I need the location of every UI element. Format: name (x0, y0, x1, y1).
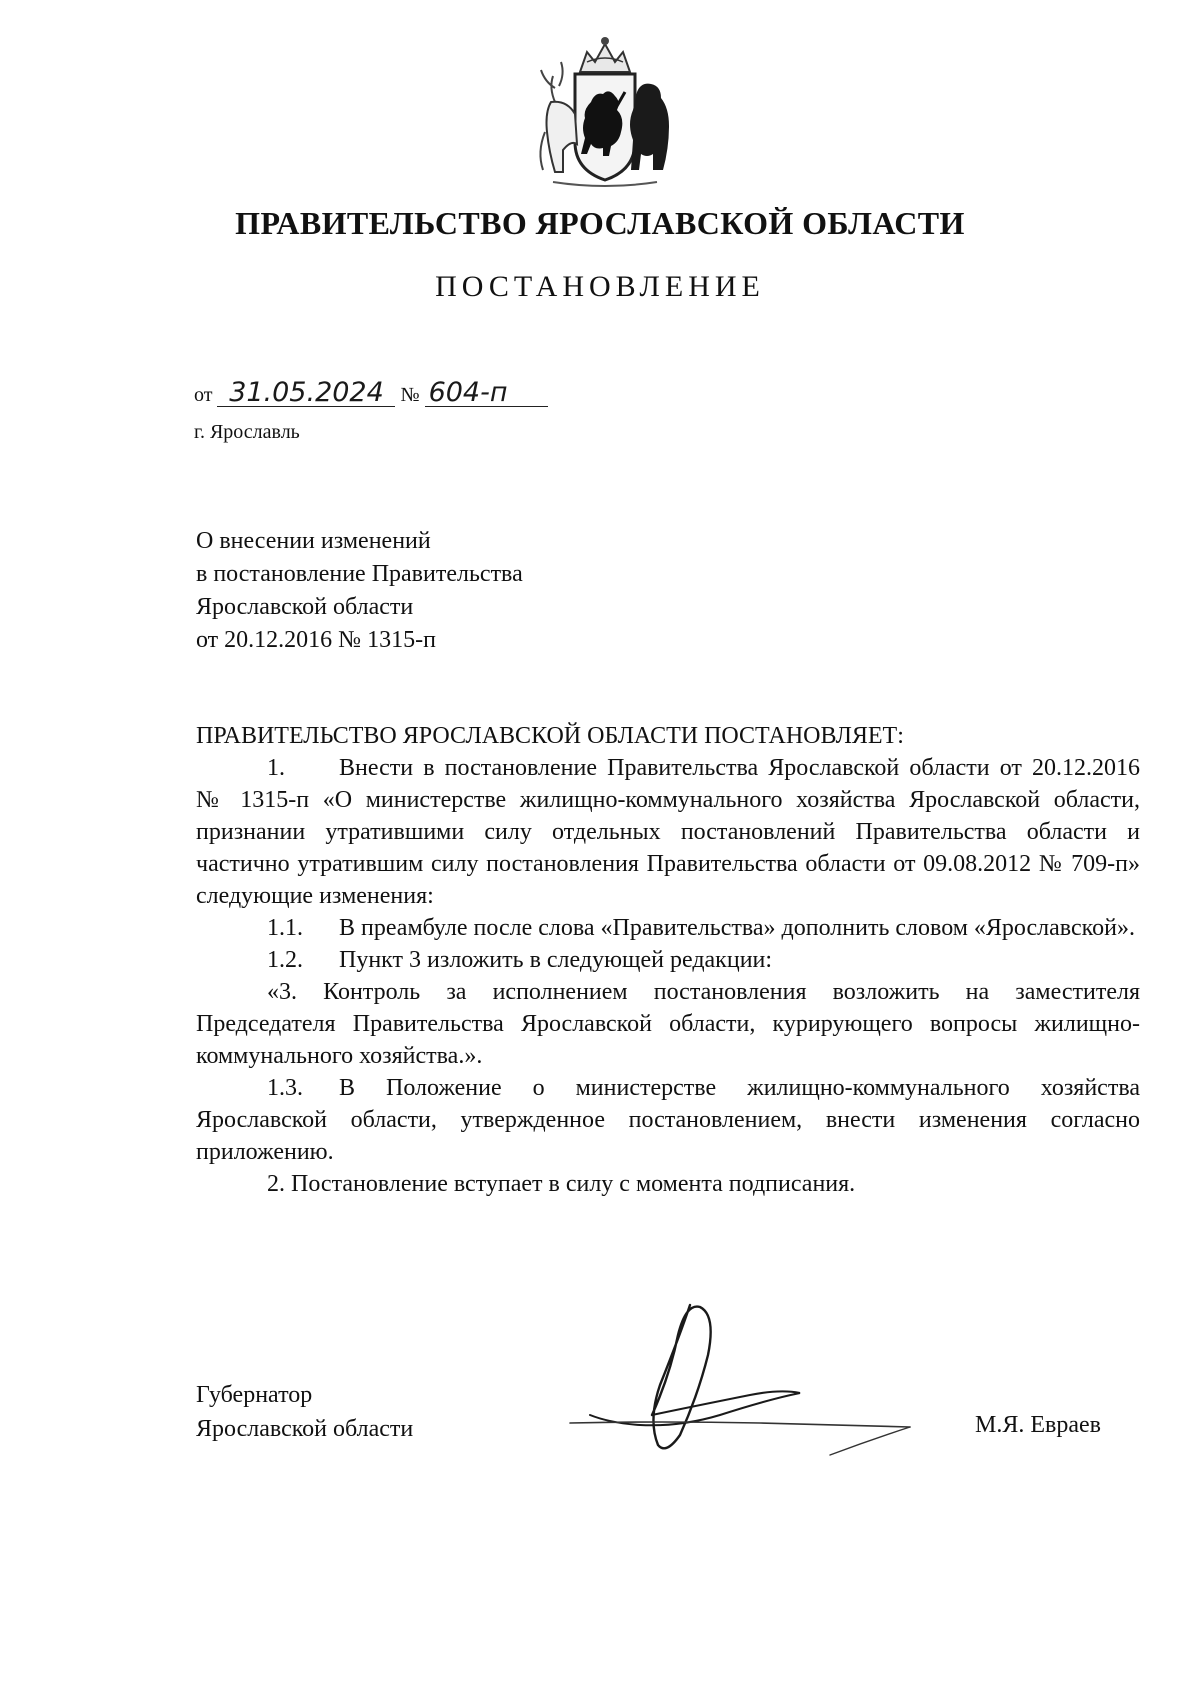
subject-line: О внесении изменений (196, 528, 431, 554)
document-body (196, 720, 1140, 1200)
item-1-3 (196, 1072, 1140, 1168)
signer-name: М.Я. Евраев (975, 1412, 1101, 1438)
quoted-item-3: «3. Контроль за исполнением постановления возложить на заместителя Председателя Правительства Ярославской области, курирующего вопросы жилищно-коммунального хозяйства.». (196, 979, 1140, 1069)
item-number: 1. (267, 755, 285, 781)
signer-position-line: Ярославской области (196, 1416, 414, 1442)
government-title: ПРАВИТЕЛЬСТВО ЯРОСЛАВСКОЙ ОБЛАСТИ (235, 205, 965, 241)
coat-of-arms-icon (525, 32, 685, 192)
item-1-2 (196, 944, 1140, 976)
item-text: В преамбуле после слова «Правительства» дополнить словом «Ярославской». (339, 915, 1135, 941)
subject-line: в постановление Правительства (196, 561, 523, 587)
handwritten-number: 604-п (425, 380, 548, 407)
item-text: В Положение о министерстве жилищно-коммунального хозяйства Ярославской области, утвержденное постановлением, внести изменения согласно приложению. (196, 1075, 1140, 1165)
item-2: 2. Постановление вступает в силу с момента подписания. (267, 1171, 856, 1197)
item-text: Пункт 3 изложить в следующей редакции: (339, 947, 773, 973)
subject-line: от 20.12.2016 № 1315-п (196, 627, 436, 653)
signer-position (196, 1378, 413, 1446)
handwritten-date: 31.05.2024 (217, 380, 395, 407)
number-label: № (400, 384, 420, 406)
item-text: Внести в постановление Правительства Ярославской области от 20.12.2016 № 1315-п «О министерстве жилищно-коммунального хозяйства Ярославской области, признании утратившими силу отдельных постановлений Правительства области и частично утратившим силу постановления Правительства области от 09.08.2012 № 709-п» следующие изменения: (196, 755, 1140, 909)
item-number: 1.2. (267, 947, 303, 973)
resolution-lead: ПРАВИТЕЛЬСТВО ЯРОСЛАВСКОЙ ОБЛАСТИ ПОСТАНОВЛЯЕТ: (196, 723, 904, 749)
item-1 (196, 752, 1140, 912)
date-label: от (194, 384, 213, 406)
document-type: ПОСТАНОВЛЕНИЕ (435, 270, 765, 303)
item-number: 1.3. (267, 1075, 303, 1101)
registration-line (194, 377, 548, 408)
handwritten-signature (540, 1295, 920, 1470)
signer-position-line: Губернатор (196, 1382, 313, 1408)
item-number: 1.1. (267, 915, 303, 941)
item-1-1 (196, 912, 1140, 944)
document-subject (196, 525, 523, 657)
subject-line: Ярославской области (196, 594, 414, 620)
city: г. Ярославль (194, 421, 300, 443)
